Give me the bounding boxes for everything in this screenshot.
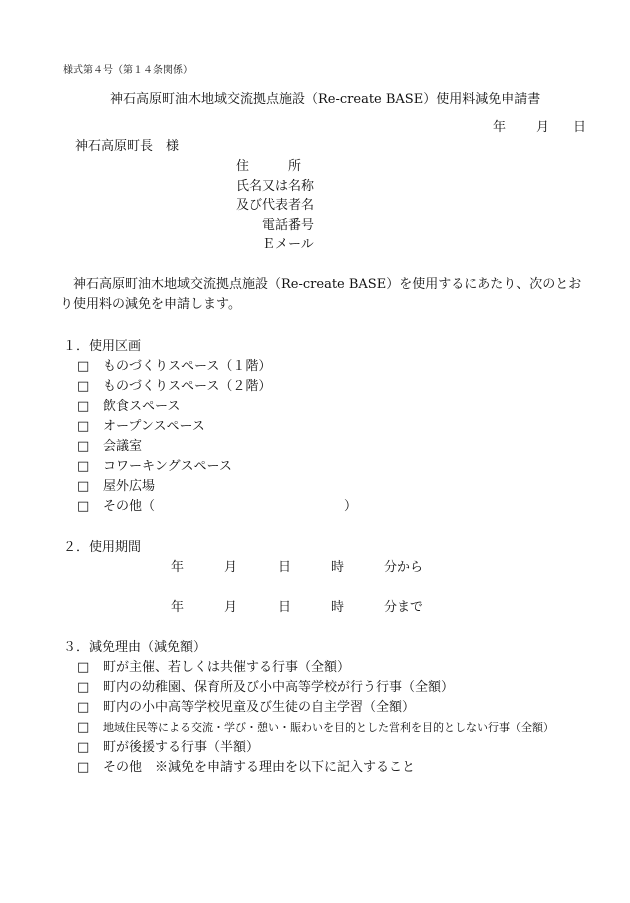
section1-item-label: その他（ [103,499,156,514]
section1-item [77,400,180,413]
page-title: 神石高原町油木地域交流拠点施設（Re-create BASE）使用料減免申請書 [110,92,541,107]
period-from-minute: 分から [384,560,424,575]
date-month-label: 月 [536,120,550,135]
period-to-year: 年 [171,600,185,615]
section1-item-label: ものづくりスペース（１階） [103,359,272,374]
date-year-label: 年 [493,120,507,135]
checkbox-town-hosted[interactable]: □ [77,660,90,675]
checkbox-self-study[interactable]: □ [77,700,90,715]
period-from-month: 月 [224,560,238,575]
addressee: 神石高原町長 様 [75,139,180,154]
applicant-email-label: Ｅメール [262,237,314,252]
checkbox-ものづくり2[interactable]: □ [77,379,90,394]
period-to-month: 月 [224,600,238,615]
checkbox-open-space[interactable]: □ [77,419,90,434]
section1-item [77,380,271,393]
section3-item [77,741,259,754]
checkbox-school-event[interactable]: □ [77,680,90,695]
section1-item [77,420,205,433]
section1-item-label: ものづくりスペース（２階） [103,379,272,394]
section3-item-label: 町内の小中高等学校児童及び生徒の自主学習（全額） [103,700,416,715]
section3-item-label: 町が後援する行事（半額） [103,740,260,755]
section3-item [77,721,554,734]
section1-heading: １．使用区画 [63,339,142,354]
checkbox-coworking-space[interactable]: □ [77,459,90,474]
checkbox-community-event[interactable]: □ [77,720,90,735]
section3-item [77,701,415,714]
other-area-close-paren: ） [344,499,358,514]
period-from-hour: 時 [331,560,345,575]
section3-item [77,661,350,674]
checkbox-dining-space[interactable]: □ [77,399,90,414]
period-from-day: 日 [278,560,292,575]
section1-item [77,360,271,373]
section3-item-label: 地域住民等による交流・学び・憩い・賑わいを目的とした営利を目的としない行事（全額） [103,721,554,734]
section1-item-label: 屋外広場 [103,479,156,494]
section3-item [77,681,454,694]
form-number: 様式第４号（第１４条関係） [63,65,193,76]
period-to-day: 日 [278,600,292,615]
section3-item [77,761,415,774]
date-day-label: 日 [573,120,587,135]
section1-item-label: 会議室 [103,439,143,454]
checkbox-meeting-room[interactable]: □ [77,439,90,454]
section3-item-label: 町内の幼稚園、保育所及び小中高等学校が行う行事（全額） [103,680,455,695]
section1-item [77,500,155,513]
section2-heading: ２．使用期間 [63,540,142,555]
section3-item-label: その他 ※減免を申請する理由を以下に記入すること [103,760,416,775]
section3-heading: ３．減免理由（減免額） [63,640,207,655]
checkbox-town-sponsored[interactable]: □ [77,740,90,755]
period-from-year: 年 [171,560,185,575]
section1-item-label: コワーキングスペース [103,459,232,474]
applicant-phone-label: 電話番号 [262,218,315,233]
checkbox-outdoor-plaza[interactable]: □ [77,479,90,494]
applicant-address-label: 住 所 [236,159,302,174]
body-text-line2: り使用料の減免を申請します。 [60,297,241,312]
section1-item [77,480,155,493]
period-to-hour: 時 [331,600,345,615]
section3-item-label: 町が主催、若しくは共催する行事（全額） [103,660,351,675]
applicant-representative-label: 及び代表者名 [236,198,315,213]
section1-item-label: 飲食スペース [103,399,181,414]
section1-item [77,440,142,453]
section1-item-label: オープンスペース [103,419,205,434]
body-text-line1: 神石高原町油木地域交流拠点施設（Re-create BASE）を使用するにあたり、次のとお [60,277,582,292]
checkbox-other-area[interactable]: □ [77,499,90,514]
checkbox-ものづくり1[interactable]: □ [77,359,90,374]
section1-item [77,460,232,473]
applicant-name-label: 氏名又は名称 [236,179,315,194]
period-to-minute: 分まで [384,600,424,615]
checkbox-other-reason[interactable]: □ [77,760,90,775]
